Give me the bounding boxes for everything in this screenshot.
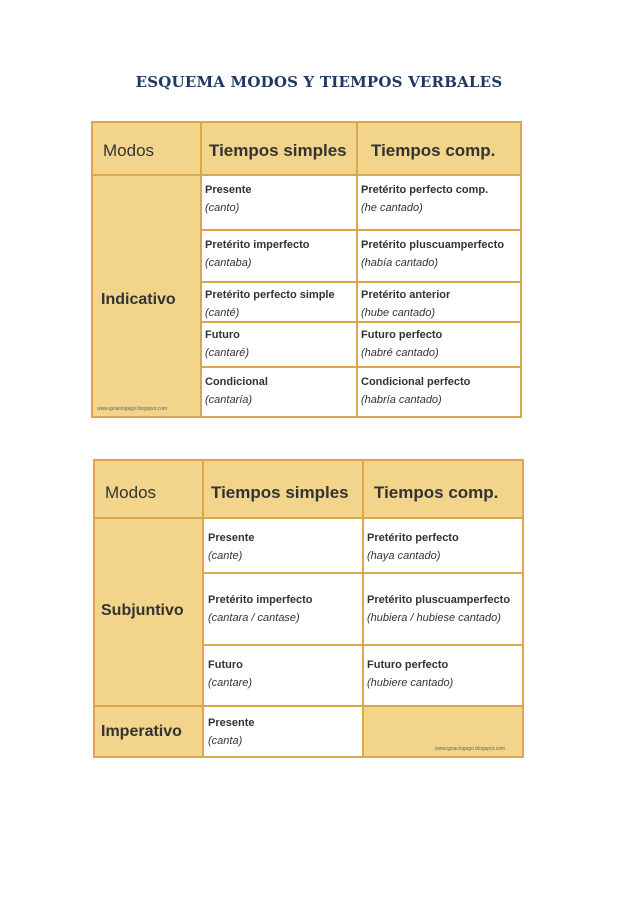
mood-subjuntivo: Subjuntivo <box>101 602 184 619</box>
tense-preterito-perfecto-comp: Pretérito perfecto comp. (he cantado) <box>361 184 489 214</box>
document-title: ESQUEMA MODOS Y TIEMPOS VERBALES <box>135 73 503 91</box>
header-tiempos-simples: Tiempos simples <box>209 141 347 160</box>
tense-futuro-perfecto: Futuro perfecto (hubiere cantado) <box>367 659 454 689</box>
tense-presente: Presente (canto) <box>205 184 252 214</box>
tense-condicional-perfecto: Condicional perfecto (habría cantado) <box>361 376 471 406</box>
tense-futuro: Futuro (cantaré) <box>205 329 250 359</box>
tense-preterito-pluscuamperfecto: Pretérito pluscuamperfecto (hubiera / hubiese cantado) <box>367 594 511 624</box>
tense-preterito-perfecto: Pretérito perfecto (haya cantado) <box>367 532 459 562</box>
tense-presente: Presente (cante) <box>208 532 255 562</box>
header-tiempos-simples: Tiempos simples <box>211 483 349 502</box>
tense-imperativo-presente: Presente (canta) <box>208 717 255 747</box>
divider <box>202 644 522 646</box>
tense-futuro: Futuro (cantare) <box>208 659 253 689</box>
divider <box>200 229 520 231</box>
divider <box>200 123 202 416</box>
tense-preterito-perfecto-simple: Pretérito perfecto simple (canté) <box>205 289 335 319</box>
tense-condicional: Condicional (cantaría) <box>205 376 268 406</box>
divider <box>200 281 520 283</box>
header-tiempos-comp: Tiempos comp. <box>371 141 496 160</box>
subjuntivo-table <box>93 459 524 758</box>
tense-preterito-pluscuamperfecto: Pretérito pluscuamperfecto (había cantado) <box>361 239 505 269</box>
divider <box>95 705 522 707</box>
divider <box>93 174 520 176</box>
header-modos: Modos <box>103 141 155 160</box>
divider <box>200 366 520 368</box>
mood-indicativo: Indicativo <box>101 291 176 308</box>
header-modos: Modos <box>105 483 157 502</box>
tense-preterito-imperfecto: Pretérito imperfecto (cantara / cantase) <box>208 594 313 624</box>
divider <box>356 123 358 416</box>
tense-futuro-perfecto: Futuro perfecto (habré cantado) <box>361 329 443 359</box>
divider <box>202 461 204 756</box>
divider <box>202 572 522 574</box>
tense-preterito-imperfecto: Pretérito imperfecto (cantaba) <box>205 239 310 269</box>
divider <box>95 517 522 519</box>
watermark: www.ignaciogago.blogspot.com <box>97 406 168 412</box>
divider <box>362 461 364 756</box>
mood-column <box>95 518 203 756</box>
tense-preterito-anterior: Pretérito anterior (hube cantado) <box>361 289 451 319</box>
header-tiempos-comp: Tiempos comp. <box>374 483 499 502</box>
mood-imperativo: Imperativo <box>101 723 182 740</box>
watermark: www.ignaciogago.blogspot.com <box>435 746 506 752</box>
indicativo-table <box>91 121 522 418</box>
